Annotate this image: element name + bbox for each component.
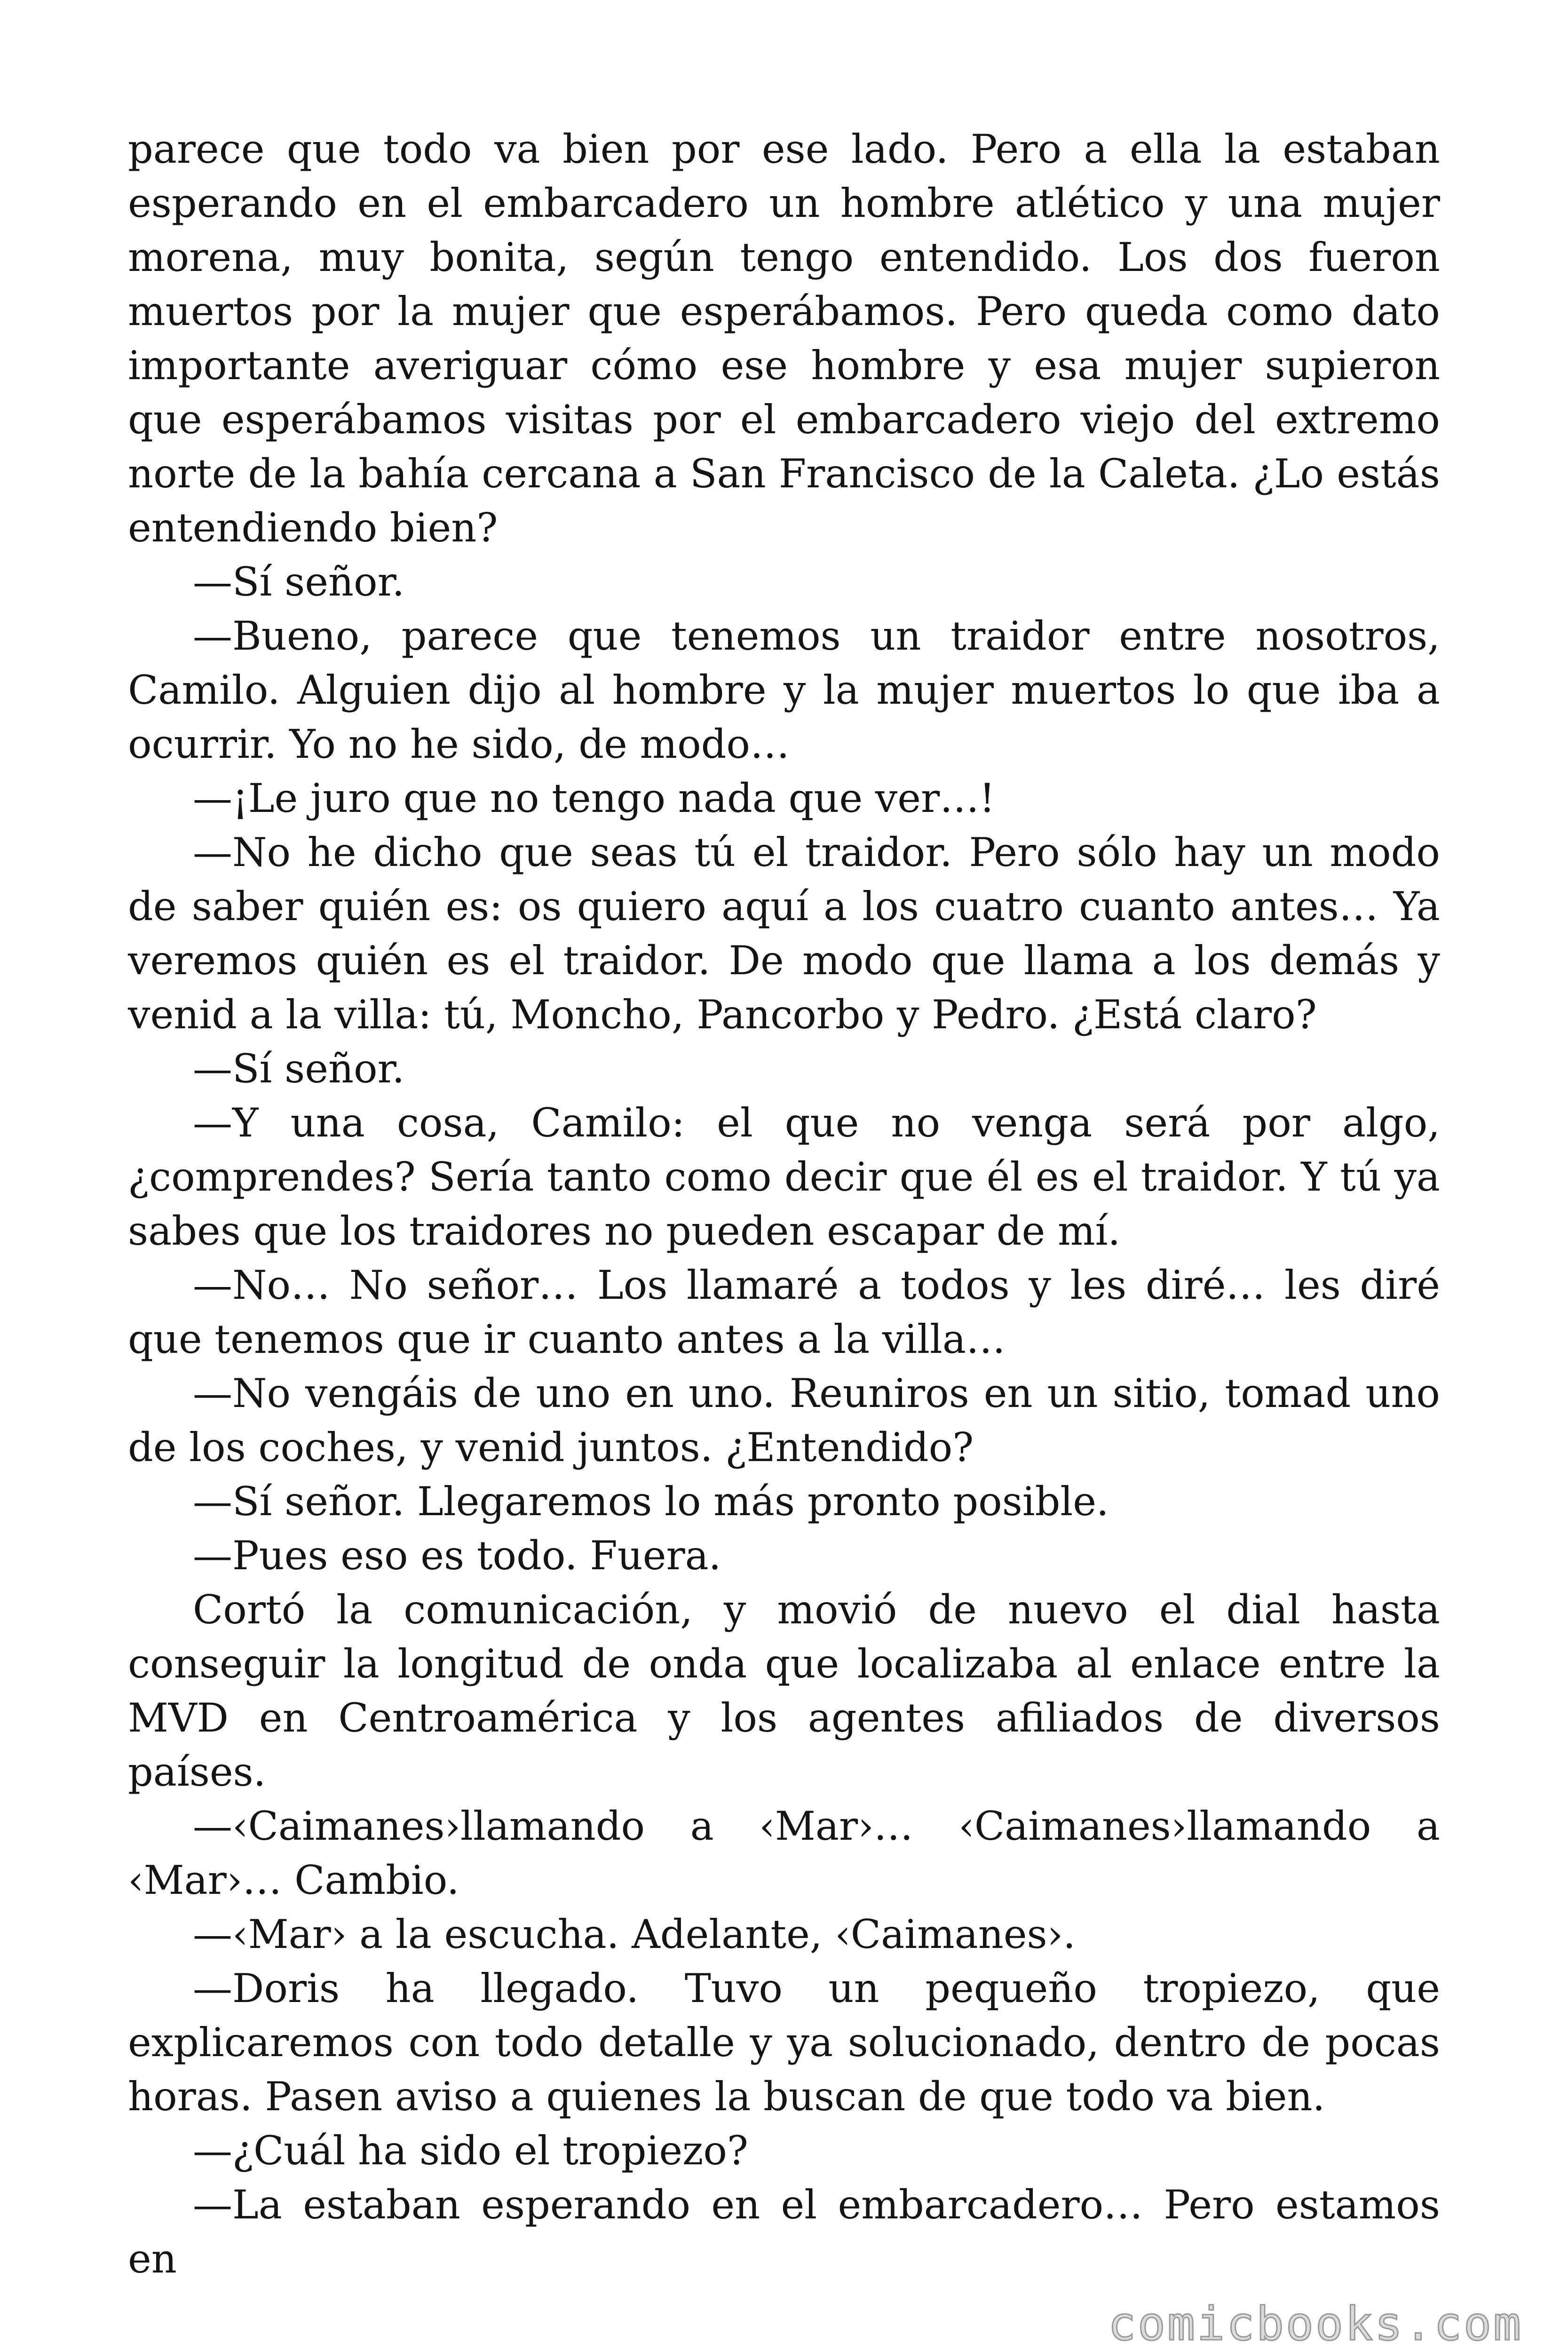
paragraph-16: —¿Cuál ha sido el tropiezo? bbox=[193, 2128, 748, 2174]
paragraph-4: —¡Le juro que no tengo nada que ver…! bbox=[193, 775, 995, 821]
paragraph-14: —‹Mar› a la escucha. Adelante, ‹Caimanes›. bbox=[193, 1911, 1076, 1957]
paragraph-5: —No he dicho que seas tú el traidor. Pero sólo hay un modo de saber quién es: os quiero aquí a los cuatro cuanto antes… Ya veremos quién es el traidor. De modo que llama a los demás y venid a la villa: tú, Moncho, Pancorbo y Pedro. ¿Está claro? bbox=[128, 829, 1440, 1038]
paragraph-11: —Pues eso es todo. Fuera. bbox=[193, 1533, 721, 1579]
paragraph-1: parece que todo va bien por ese lado. Pero a ella la estaban esperando en el embarcadero un hombre atlético y una mujer morena, muy bonita, según tengo entendido. Los dos fueron muertos por la mujer que esperábamos. Pero queda como dato importante averiguar cómo ese hombre y esa mujer supieron que esperábamos visitas por el embarcadero viejo del extremo norte de la bahía cercana a San Francisco de la Caleta. ¿Lo estás entendiendo bien? bbox=[128, 126, 1440, 551]
paragraph-10: —Sí señor. Llegaremos lo más pronto posible. bbox=[193, 1478, 1109, 1525]
book-page-body bbox=[128, 122, 1440, 2286]
paragraph-12: Cortó la comunicación, y movió de nuevo el dial hasta conseguir la longitud de onda que localizaba al enlace entre la MVD en Centroamérica y los agentes afiliados de diversos países. bbox=[128, 1587, 1440, 1795]
paragraph-13: —‹Caimanes›llamando a ‹Mar›… ‹Caimanes›llamando a ‹Mar›… Cambio. bbox=[128, 1803, 1440, 1903]
paragraph-8: —No… No señor… Los llamaré a todos y les diré… les diré que tenemos que ir cuanto antes a la villa… bbox=[128, 1262, 1440, 1362]
paragraph-17: —La estaban esperando en el embarcadero… Pero estamos en bbox=[128, 2182, 1440, 2282]
site-watermark: comicbooks.com bbox=[1108, 2297, 1523, 2351]
paragraph-2: —Sí señor. bbox=[193, 559, 405, 605]
paragraph-7: —Y una cosa, Camilo: el que no venga será por algo, ¿comprendes? Sería tanto como decir que él es el traidor. Y tú ya sabes que los traidores no pueden escapar de mí. bbox=[128, 1100, 1440, 1254]
paragraph-9: —No vengáis de uno en uno. Reuniros en un sitio, tomad uno de los coches, y venid juntos. ¿Entendido? bbox=[128, 1370, 1440, 1470]
paragraph-6: —Sí señor. bbox=[193, 1046, 405, 1092]
paragraph-3: —Bueno, parece que tenemos un traidor entre nosotros, Camilo. Alguien dijo al hombre y la mujer muertos lo que iba a ocurrir. Yo no he sido, de modo… bbox=[128, 613, 1440, 767]
paragraph-15: —Doris ha llegado. Tuvo un pequeño tropiezo, que explicaremos con todo detalle y ya solucionado, dentro de pocas horas. Pasen aviso a quienes la buscan de que todo va bien. bbox=[128, 1965, 1440, 2120]
